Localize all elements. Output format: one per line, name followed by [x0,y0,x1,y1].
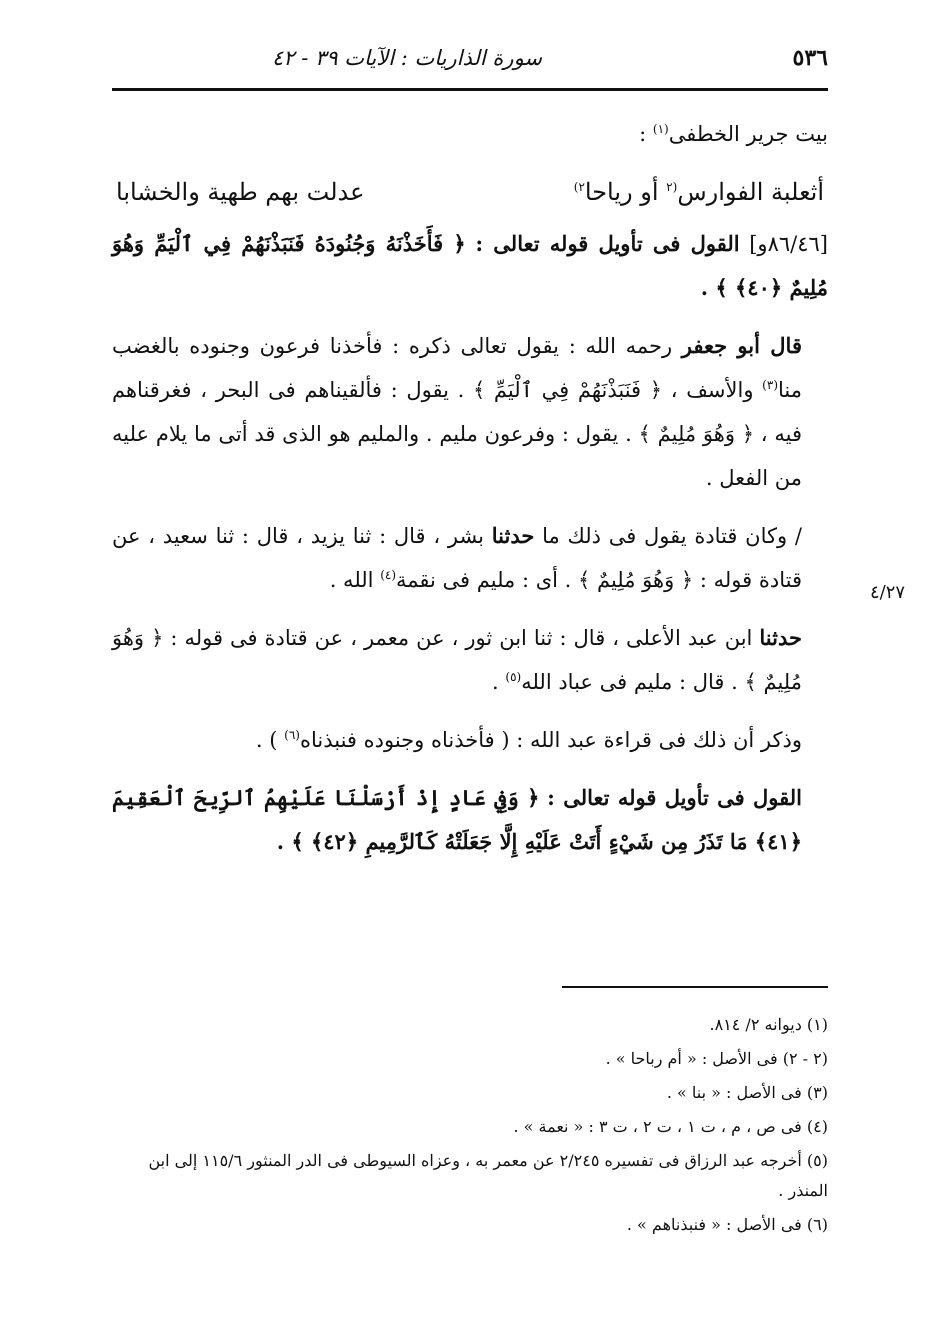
page-header [112,34,828,82]
speaker-name: قال أبو جعفر [681,333,802,358]
verse-first-hemistich: أثعلبة الفوارس$^{(٢}$ أو رياحا$^{٢)}$ [573,178,824,206]
footnote-ref: ٢) [573,180,585,194]
paragraph-3: / وكان قتادة يقول فى ذلك ما حدثنا بشر ، قال : ثنا يزيد ، قال : ثنا سعيد ، عن قتادة قوله : ﴿ وَهُوَ مُلِيمٌ ﴾ . أى : مليم فى نقمة$^{(٤)}$ الله . [112,523,802,592]
paragraph-6 [112,776,828,864]
paragraph-2: قال أبو جعفر رحمه الله : يقول تعالى ذكره : فأخذنا فرعون وجنوده بالغضب منا$^{(٣)}$ والأسف ، ﴿ فَنَبَذْنَهُمْ فِي ٱلْيَمِّ ﴾ . يقول : فألقيناهم فى البحر ، فغرقناهم فيه ، ﴿ وَهُوَ مُلِيمٌ ﴾ . يقول : وفرعون مليم . والمليم هو الذى قد أتى ما يلام عليه من الفعل . [112,333,802,490]
manuscript-marker: [٨٦/٤٦و] [749,232,828,256]
running-title: سورة الذاريات : الآيات ٣٩ - ٤٢ [272,46,543,70]
paragraph-4: حدثنا ابن عبد الأعلى ، قال : ثنا ابن ثور ، عن معمر ، عن قتادة فى قوله : ﴿ وَهُوَ مُلِيمٌ ﴾ . قال : مليم فى عباد الله$^{(٥)}$ . [112,625,802,694]
quran-quote: ﴿ فَأَخَذْنَهُ وَجُنُودَهُ فَنَبَذْنَهُمْ فِي ٱلْيَمِّ وَهُوَ مُلِيمٌ ﴿٤٠﴾ ﴾ . [112,231,828,300]
footnote: (٥) أخرجه عبد الرزاق فى تفسيره ٢/٢٤٥ عن معمر به ، وعزاه السيوطى فى الدر المنثور ١١٥/٦ إلى ابن المنذر . [148,1151,828,1200]
poet-line: بيت جرير الخطفى$^{(١)}$ : [639,122,828,146]
footnote: (٢ - ٢) فى الأصل : « أم رباحا » . [605,1049,828,1068]
margin-reference: ٤/٢٧ [870,582,906,603]
footnote-rule [562,986,828,988]
paragraph-1 [112,222,828,310]
poetry-verse [112,170,828,214]
footnote: (٤) فى ص ، م ، ت ١ ، ت ٢ ، ت ٣ : « نعمة » . [513,1117,828,1136]
footnote-ref: (٥) [505,670,522,684]
paragraph-5: وذكر أن ذلك فى قراءة عبد الله : ( فأخذناه وجنوده فنبذناه$^{(٦)}$ ) . [255,728,802,752]
footnote: (٣) فى الأصل : « بنا » . [666,1083,828,1102]
section-heading: القول فى تأويل قوله تعالى : [547,785,802,810]
verse-second-hemistich: عدلت بهم طهية والخشابا [116,178,365,206]
header-rule [112,88,828,91]
section-heading: القول فى تأويل قوله تعالى : [475,231,740,256]
footnote-ref: (٦) [284,728,300,742]
footnote: (١) ديوانه ٢/ ٨١٤. [709,1015,828,1034]
hadith-marker: حدثنا [491,523,535,548]
quran-quote: ﴿ وَفِي عَادٍ إِذْ أَرْسَلْنَا عَلَيْهِمُ ٱلرِّيحَ ٱلْعَقِيمَ ﴿٤١﴾ مَا تَذَرُ مِن شَيْءٍ أَتَتْ عَلَيْهِ إِلَّا جَعَلَتْهُ كَٱلرَّمِيمِ ﴿٤٢﴾ ﴾ . [112,785,802,854]
main-text [112,112,828,878]
footnote-ref: (٣) [762,378,778,392]
hadith-marker: حدثنا [759,625,802,650]
footnote-ref: (٤) [380,568,397,582]
footnotes [112,1010,828,1244]
page-number: ٥٣٦ [792,45,828,71]
footnote-ref: (٢ [666,180,678,194]
footnote-ref: (١) [652,122,669,136]
footnote: (٦) فى الأصل : « فنبذناهم » . [626,1215,828,1234]
